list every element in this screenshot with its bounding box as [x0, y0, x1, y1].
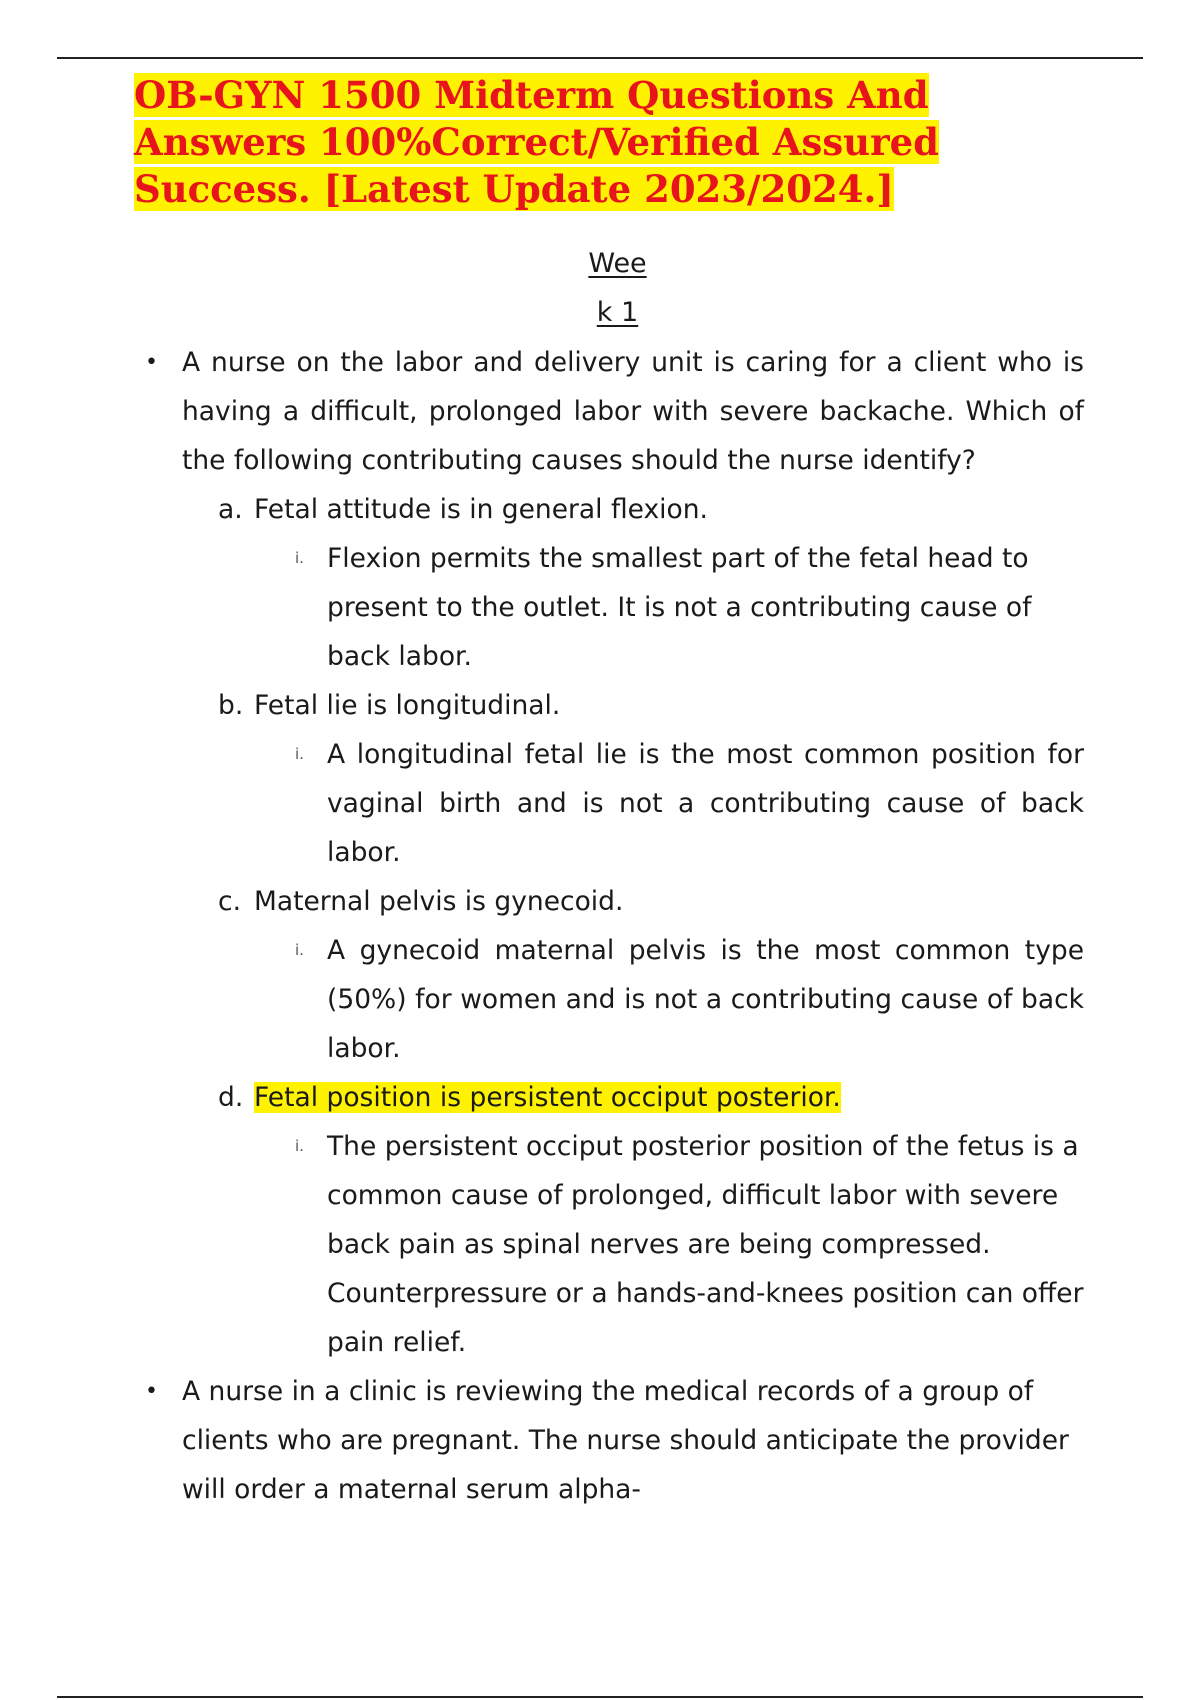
rationale-c-number: i. [295, 941, 304, 959]
rationale-a-text: Flexion permits the smallest part of the fetal head to present to the outlet. It is not a contributing cause of back labor. [327, 543, 1032, 672]
option-c-letter: c. [218, 886, 241, 917]
option-a-text: Fetal attitude is in general flexion. [254, 494, 708, 525]
option-d [218, 1073, 1084, 1122]
question-1 [145, 338, 1084, 485]
option-a-letter: a. [218, 494, 243, 525]
document-title [134, 72, 1094, 213]
rationale-a [295, 534, 1084, 681]
option-c [218, 877, 1084, 926]
rationale-b [295, 730, 1084, 877]
rationale-d [295, 1122, 1084, 1367]
top-rule [57, 57, 1143, 59]
rationale-d-number: i. [295, 1137, 304, 1155]
rationale-b-number: i. [295, 745, 304, 763]
option-a [218, 485, 1084, 534]
option-b-letter: b. [218, 690, 244, 721]
bottom-rule [57, 1696, 1143, 1698]
correct-answer-highlight: Fetal position is persistent occiput posterior. [254, 1082, 841, 1113]
option-d-text [254, 1082, 841, 1113]
option-d-letter: d. [218, 1082, 244, 1113]
option-b [218, 681, 1084, 730]
week-heading-line-2: k 1 [596, 297, 639, 328]
document-body [0, 338, 1200, 1514]
option-c-text: Maternal pelvis is gynecoid. [254, 886, 624, 917]
title-highlight: OB-GYN 1500 Midterm Questions And Answers 100%Correct/Verified Assured Success. [Latest Update 2023/2024.] [134, 73, 939, 211]
bullet-icon: • [145, 350, 158, 375]
bullet-icon: • [145, 1379, 158, 1404]
rationale-c-text: A gynecoid maternal pelvis is the most common type (50%) for women and is not a contributing cause of back labor. [327, 935, 1084, 1064]
question-1-text: A nurse on the labor and delivery unit is caring for a client who is having a difficult, prolonged labor with severe backache. Which of the following contributing causes should the nurse identify? [182, 347, 1084, 476]
rationale-a-number: i. [295, 549, 304, 567]
rationale-b-text: A longitudinal fetal lie is the most common position for vaginal birth and is not a contributing cause of back labor. [327, 739, 1084, 868]
week-heading-line-1: Wee [588, 248, 647, 279]
rationale-d-text: The persistent occiput posterior position of the fetus is a common cause of prolonged, difficult labor with severe back pain as spinal nerves are being compressed. Counterpressure or a hands-and-knees position can offer pain relief. [327, 1131, 1084, 1358]
rationale-c [295, 926, 1084, 1073]
question-2 [145, 1367, 1084, 1514]
option-b-text: Fetal lie is longitudinal. [254, 690, 561, 721]
question-2-text: A nurse in a clinic is reviewing the medical records of a group of clients who are pregnant. The nurse should anticipate the provider will order a maternal serum alpha- [182, 1376, 1069, 1505]
